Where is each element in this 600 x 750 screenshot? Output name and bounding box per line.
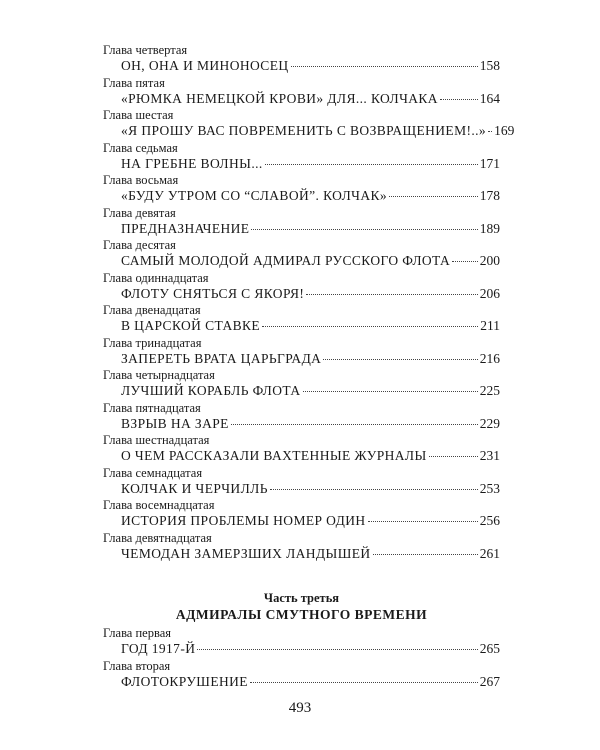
chapter-label: Глава вторая — [103, 658, 171, 673]
chapter-label: Глава восемнадцатая — [103, 498, 215, 512]
dot-leader — [488, 131, 492, 132]
chapter-title: ИСТОРИЯ ПРОБЛЕМЫ НОМЕР ОДИН — [121, 513, 366, 528]
toc-entry — [103, 43, 500, 76]
toc-row — [103, 640, 500, 657]
toc-entry — [103, 659, 500, 692]
dot-leader — [323, 359, 477, 360]
dot-leader — [262, 326, 478, 327]
page-ref: 256 — [479, 513, 500, 528]
toc-entry — [103, 238, 500, 271]
page-ref: 178 — [479, 188, 500, 203]
page-ref: 267 — [479, 673, 500, 689]
toc-entry — [103, 336, 500, 369]
chapter-title: О ЧЕМ РАССКАЗАЛИ ВАХТЕННЫЕ ЖУРНАЛЫ — [121, 448, 427, 463]
toc-row — [103, 122, 515, 139]
page-ref: 231 — [479, 448, 500, 463]
page-ref: 211 — [480, 318, 500, 333]
toc-row — [103, 220, 500, 237]
chapter-label: Глава четвертая — [103, 43, 188, 57]
toc-row — [103, 447, 500, 464]
toc-row — [103, 382, 500, 399]
toc-row — [103, 480, 500, 497]
chapter-label: Глава четырнадцатая — [103, 368, 215, 382]
dot-leader — [291, 66, 478, 67]
dot-leader — [231, 424, 478, 425]
toc-row — [103, 512, 500, 529]
chapter-title: ПРЕДНАЗНАЧЕНИЕ — [121, 220, 250, 236]
dot-leader — [303, 391, 478, 392]
toc-row — [103, 187, 500, 204]
toc-entry — [103, 531, 500, 564]
chapter-label: Глава шестнадцатая — [103, 433, 210, 447]
dot-leader — [265, 164, 478, 165]
toc-row — [103, 90, 500, 107]
dot-leader — [429, 456, 478, 457]
chapter-title: ОН, ОНА И МИНОНОСЕЦ — [121, 58, 289, 73]
toc-entry — [103, 466, 500, 499]
toc-entry — [103, 498, 500, 531]
page-ref: 169 — [494, 123, 515, 138]
page-ref: 171 — [479, 155, 500, 171]
dot-leader — [270, 489, 478, 490]
chapter-title: В ЦАРСКОЙ СТАВКЕ — [121, 318, 261, 333]
page-ref: 189 — [479, 220, 500, 236]
chapter-title: ЛУЧШИЙ КОРАБЛЬ ФЛОТА — [121, 383, 301, 398]
chapter-label: Глава двенадцатая — [103, 303, 201, 317]
chapter-label: Глава одиннадцатая — [103, 270, 209, 285]
chapter-label: Глава седьмая — [103, 140, 178, 155]
toc-entry — [103, 206, 500, 239]
toc-row — [103, 57, 500, 74]
toc-entry — [103, 401, 500, 434]
toc-row — [103, 285, 500, 302]
page-ref: 265 — [479, 641, 500, 656]
part-title: АДМИРАЛЫ СМУТНОГО ВРЕМЕНИ — [175, 607, 428, 622]
dot-leader — [251, 229, 477, 230]
toc-entry — [103, 141, 500, 174]
toc-entry — [103, 271, 500, 304]
chapter-label: Глава девятнадцатая — [103, 530, 212, 545]
toc-entry — [103, 433, 500, 466]
chapter-title: ЗАПЕРЕТЬ ВРАТА ЦАРЬГРАДА — [121, 350, 322, 366]
chapter-label: Глава шестая — [103, 108, 174, 122]
page-ref: 229 — [479, 415, 500, 431]
page-ref: 216 — [479, 350, 500, 366]
page-ref: 164 — [479, 90, 500, 106]
chapter-label: Глава пятнадцатая — [103, 400, 201, 415]
dot-leader — [250, 682, 478, 683]
dot-leader — [440, 99, 478, 100]
toc-row — [103, 415, 500, 432]
chapter-title: КОЛЧАК И ЧЕРЧИЛЛЬ — [121, 480, 268, 496]
page-ref: 206 — [479, 285, 500, 301]
table-of-contents — [103, 43, 515, 563]
toc-row — [103, 545, 500, 562]
page-ref: 253 — [479, 480, 500, 496]
dot-leader — [197, 649, 477, 650]
chapter-label: Глава семнадцатая — [103, 465, 203, 480]
chapter-label: Глава девятая — [103, 205, 176, 220]
chapter-label: Глава тринадцатая — [103, 335, 202, 350]
chapter-title: ВЗРЫВ НА ЗАРЕ — [121, 415, 229, 431]
chapter-title: НА ГРЕБНЕ ВОЛНЫ... — [121, 155, 263, 171]
toc-entry — [103, 76, 500, 109]
toc-row — [103, 317, 500, 334]
chapter-label: Глава пятая — [103, 75, 165, 90]
toc-entry — [103, 173, 500, 206]
dot-leader — [306, 294, 477, 295]
chapter-label: Глава десятая — [103, 238, 176, 252]
chapter-label: Глава первая — [103, 626, 172, 640]
page-ref: 158 — [479, 58, 500, 73]
page-ref: 200 — [479, 253, 500, 268]
chapter-title: ГОД 1917-Й — [121, 641, 196, 656]
toc-row — [103, 673, 500, 690]
toc-entry — [103, 108, 515, 141]
part-heading — [103, 590, 500, 624]
toc-entry — [103, 626, 500, 659]
dot-leader — [368, 521, 478, 522]
dot-leader — [389, 196, 478, 197]
chapter-title: САМЫЙ МОЛОДОЙ АДМИРАЛ РУССКОГО ФЛОТА — [121, 253, 451, 268]
dot-leader — [452, 261, 478, 262]
chapter-label: Глава восьмая — [103, 173, 179, 187]
page-ref: 261 — [479, 545, 500, 561]
dot-leader — [373, 554, 478, 555]
chapter-title: «БУДУ УТРОМ СО “СЛАВОЙ”. КОЛЧАК» — [121, 188, 388, 203]
toc-entry — [103, 303, 500, 336]
chapter-title: «РЮМКА НЕМЕЦКОЙ КРОВИ» ДЛЯ... КОЛЧАКА — [121, 90, 438, 106]
chapter-title: ФЛОТУ СНЯТЬСЯ С ЯКОРЯ! — [121, 285, 305, 301]
part-label: Часть третья — [263, 591, 340, 605]
page-ref: 225 — [479, 383, 500, 398]
table-of-contents-part-three — [103, 626, 500, 691]
chapter-title: ЧЕМОДАН ЗАМЕРЗШИХ ЛАНДЫШЕЙ — [121, 545, 371, 561]
toc-row — [103, 252, 500, 269]
chapter-title: ФЛОТОКРУШЕНИЕ — [121, 673, 248, 689]
page-number: 493 — [288, 700, 312, 716]
toc-entry — [103, 368, 500, 401]
toc-row — [103, 350, 500, 367]
toc-row — [103, 155, 500, 172]
chapter-title: «Я ПРОШУ ВАС ПОВРЕМЕНИТЬ С ВОЗВРАЩЕНИЕМ!..» — [121, 123, 487, 138]
